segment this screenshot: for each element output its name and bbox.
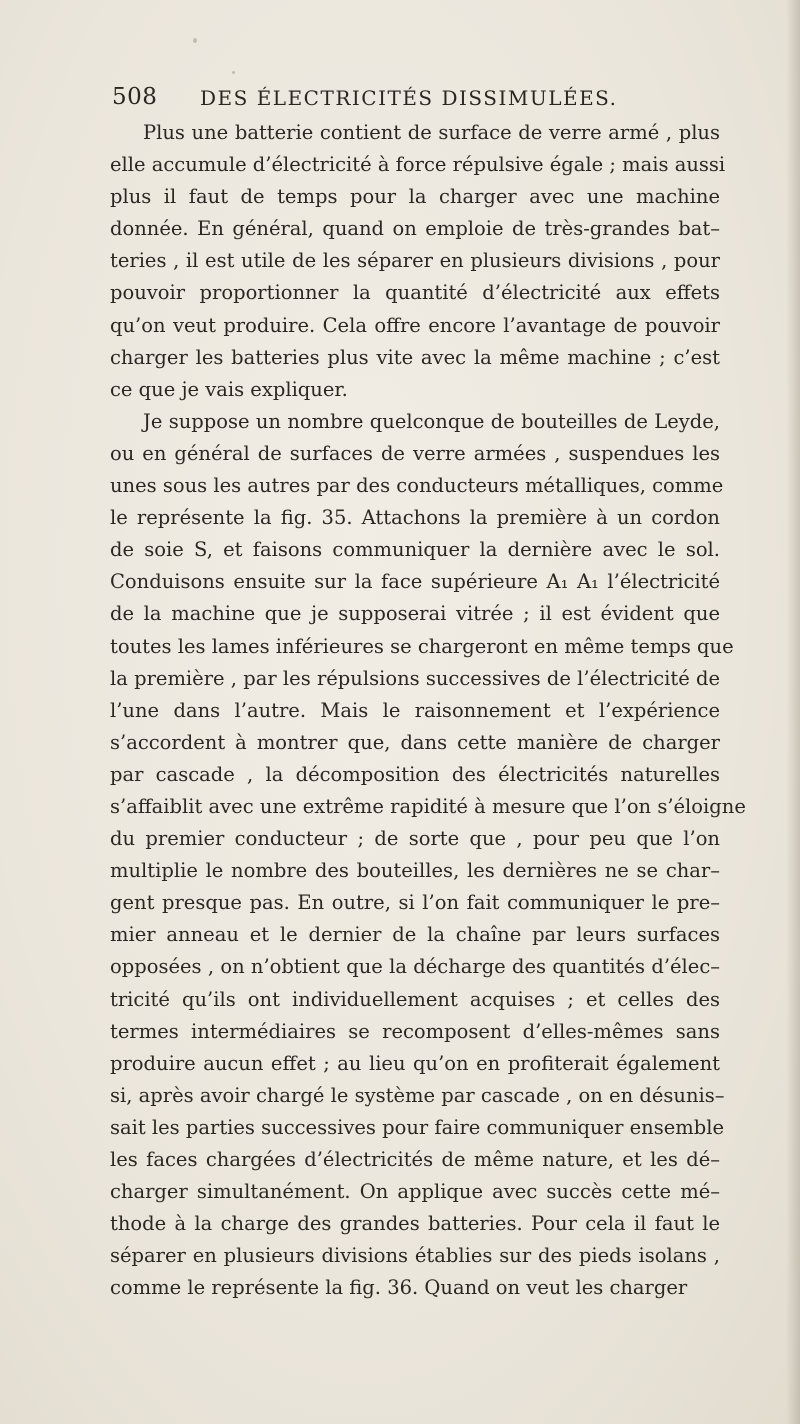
text-line: Plus une batterie contient de surface de verre armé , plus (143, 121, 720, 144)
text-line: s’accordent à montrer que, dans cette manière de charger (110, 730, 720, 754)
text-line: plus il faut de temps pour la charger avec une machine (110, 185, 720, 209)
text-line: comme le représente la fig. 36. Quand on veut les charger (110, 1276, 688, 1300)
text-line: de soie S, et faisons communiquer la dernière avec le sol. (110, 538, 720, 562)
ink-spot (193, 38, 197, 43)
text-line: Je suppose un nombre quelconque de bouteilles de Leyde, (143, 409, 720, 433)
text-line: si, après avoir chargé le système par cascade , on en désunis– (110, 1083, 725, 1107)
text-line: mier anneau et le dernier de la chaîne par leurs surfaces (110, 923, 720, 947)
text-line: charger les batteries plus vite avec la même machine ; c’est (110, 345, 720, 369)
text-line: thode à la charge des grandes batteries. Pour cela il faut le (110, 1212, 720, 1236)
text-line: donnée. En général, quand on emploie de très-grandes bat– (110, 217, 720, 241)
text-line: toutes les lames inférieures se chargeront en même temps que (110, 634, 734, 658)
text-line: l’une dans l’autre. Mais le raisonnement et l’expérience (110, 698, 720, 722)
text-line: ce que je vais expliquer. (110, 377, 348, 401)
page-edge-shadow (786, 0, 800, 1424)
text-line: elle accumule d’électricité à force répulsive égale ; mais aussi (110, 153, 726, 177)
text-line: tricité qu’ils ont individuellement acquises ; et celles des (110, 987, 720, 1011)
text-line: multiplie le nombre des bouteilles, les dernières ne se char– (110, 859, 720, 883)
text-line: s’affaiblit avec une extrême rapidité à mesure que l’on s’éloigne (110, 794, 746, 818)
text-line: unes sous les autres par des conducteurs métalliques, comme (110, 474, 724, 498)
body-text (110, 117, 746, 1304)
text-line: termes intermédiaires se recomposent d’elles-mêmes sans (110, 1019, 720, 1043)
text-line: gent presque pas. En outre, si l’on fait communiquer le pre– (110, 891, 720, 915)
text-line: de la machine que je supposerai vitrée ; il est évident que (110, 602, 720, 626)
text-line: le représente la fig. 35. Attachons la première à un cordon (110, 506, 720, 530)
text-line: charger simultanément. On applique avec succès cette mé– (110, 1180, 720, 1204)
text-line: ou en général de surfaces de verre armées , suspendues les (110, 441, 720, 465)
text-line: du premier conducteur ; de sorte que , pour peu que l’on (110, 827, 720, 851)
text-line: produire aucun effet ; au lieu qu’on en profiterait également (110, 1051, 720, 1075)
text-line: sait les parties successives pour faire communiquer ensemble (110, 1115, 725, 1139)
text-line: opposées , on n’obtient que la décharge des quantités d’élec– (110, 955, 720, 979)
text-line: par cascade , la décomposition des électricités naturelles (110, 762, 720, 786)
text-line: pouvoir proportionner la quantité d’électricité aux effets (110, 281, 720, 305)
text-line: la première , par les répulsions successives de l’électricité de (110, 666, 720, 690)
text-line: séparer en plusieurs divisions établies sur des pieds isolans , (110, 1244, 720, 1268)
text-line: Conduisons ensuite sur la face supérieure A₁ A₁ l’électricité (110, 570, 720, 594)
running-head (112, 84, 672, 114)
text-line: qu’on veut produire. Cela offre encore l’avantage de pouvoir (110, 313, 720, 337)
page-number: 508 (112, 84, 158, 110)
ink-spot (232, 71, 235, 74)
text-line: teries , il est utile de les séparer en plusieurs divisions , pour (110, 249, 720, 273)
running-title: DES ÉLECTRICITÉS DISSIMULÉES. (200, 86, 618, 110)
text-line: les faces chargées d’électricités de même nature, et les dé– (110, 1148, 720, 1171)
